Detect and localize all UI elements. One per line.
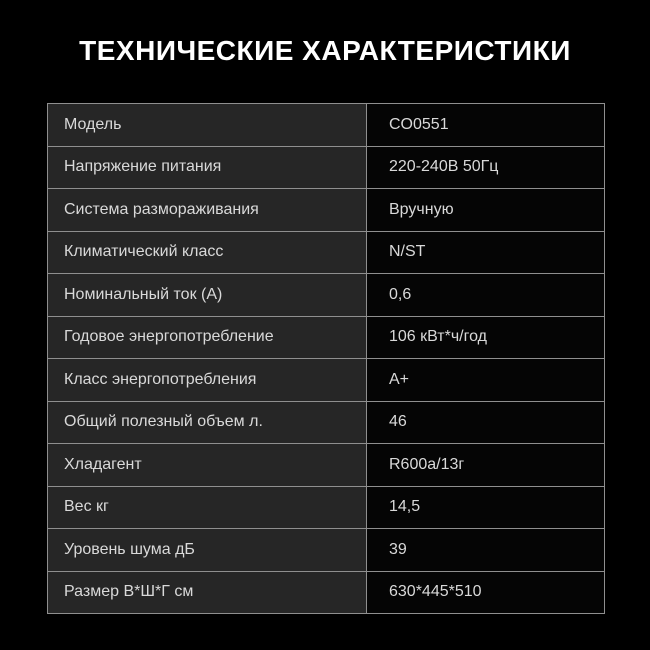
table-row [48, 401, 605, 444]
table-row [48, 444, 605, 487]
spec-label: Годовое энергопотребление [48, 316, 367, 359]
spec-label: Модель [48, 104, 367, 147]
table-row [48, 316, 605, 359]
spec-value: N/ST [367, 231, 605, 274]
spec-label: Система размораживания [48, 189, 367, 232]
spec-label: Класс энергопотребления [48, 359, 367, 402]
spec-table [47, 103, 605, 614]
table-row [48, 104, 605, 147]
spec-label: Хладагент [48, 444, 367, 487]
spec-value: Вручную [367, 189, 605, 232]
spec-label: Номинальный ток (А) [48, 274, 367, 317]
spec-label: Вес кг [48, 486, 367, 529]
spec-value: CO0551 [367, 104, 605, 147]
spec-label: Общий полезный объем л. [48, 401, 367, 444]
spec-value: 46 [367, 401, 605, 444]
spec-value: R600a/13г [367, 444, 605, 487]
spec-label: Напряжение питания [48, 146, 367, 189]
table-row [48, 231, 605, 274]
table-row [48, 274, 605, 317]
spec-label: Уровень шума дБ [48, 529, 367, 572]
spec-value: 39 [367, 529, 605, 572]
table-row [48, 146, 605, 189]
spec-value: A+ [367, 359, 605, 402]
table-row [48, 189, 605, 232]
table-row [48, 359, 605, 402]
spec-label: Климатический класс [48, 231, 367, 274]
spec-value: 630*445*510 [367, 571, 605, 614]
spec-table-body [48, 104, 605, 614]
table-row [48, 529, 605, 572]
spec-label: Размер В*Ш*Г см [48, 571, 367, 614]
spec-value: 220-240В 50Гц [367, 146, 605, 189]
table-row [48, 486, 605, 529]
table-row [48, 571, 605, 614]
spec-value: 106 кВт*ч/год [367, 316, 605, 359]
page-title: ТЕХНИЧЕСКИЕ ХАРАКТЕРИСТИКИ [79, 35, 571, 66]
spec-value: 0,6 [367, 274, 605, 317]
spec-value: 14,5 [367, 486, 605, 529]
